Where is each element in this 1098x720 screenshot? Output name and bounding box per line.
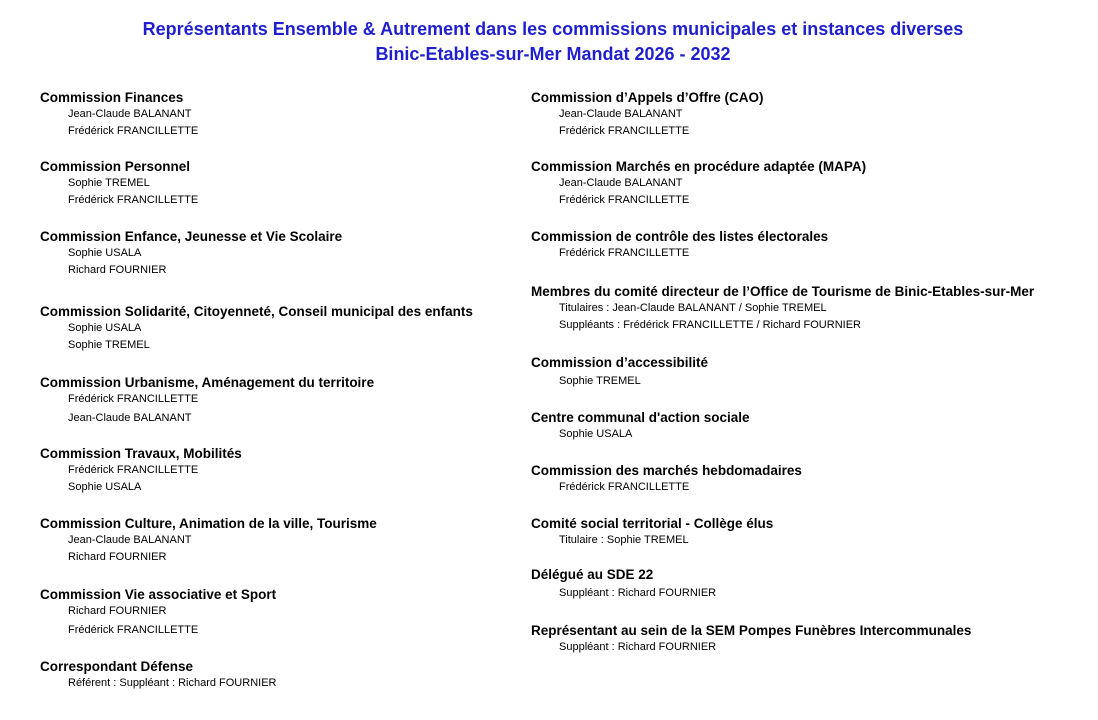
group-title: Comité social territorial - Collège élus: [531, 516, 774, 531]
group-title: Commission de contrôle des listes électorales: [531, 229, 829, 244]
commission-urbanisme: [40, 374, 374, 427]
member: Frédérick FRANCILLETTE: [68, 624, 199, 636]
ccas: [531, 409, 750, 443]
member: Jean-Claude BALANANT: [68, 534, 192, 546]
group-title: Membres du comité directeur de l’Office de Tourisme de Binic-Etables-sur-Mer: [531, 284, 1035, 299]
group-title: Commission Marchés en procédure adaptée (MAPA): [531, 159, 867, 174]
office-tourisme: [531, 283, 1034, 334]
member: Sophie TREMEL: [68, 339, 150, 351]
member: Richard FOURNIER: [68, 551, 167, 563]
member: Frédérick FRANCILLETTE: [559, 481, 690, 493]
commission-accessibilite: [531, 354, 708, 390]
commission-enfance: [40, 228, 342, 279]
sem-pompes-funebres: [531, 622, 971, 656]
group-title: Commission Vie associative et Sport: [40, 587, 277, 602]
member: Frédérick FRANCILLETTE: [68, 393, 199, 405]
group-title: Commission Finances: [40, 90, 184, 105]
member: Richard FOURNIER: [68, 264, 167, 276]
page-title: [0, 17, 1098, 67]
group-title: Commission Urbanisme, Aménagement du territoire: [40, 375, 375, 390]
group-title: Commission Travaux, Mobilités: [40, 446, 242, 461]
correspondant-defense: [40, 658, 276, 692]
member: Frédérick FRANCILLETTE: [559, 194, 690, 206]
member: Sophie USALA: [68, 322, 142, 334]
commission-mapa: [531, 158, 866, 209]
member: Frédérick FRANCILLETTE: [559, 125, 690, 137]
member: Titulaire : Sophie TREMEL: [559, 534, 689, 546]
member: Suppléant : Richard FOURNIER: [559, 641, 717, 653]
commission-culture: [40, 515, 377, 566]
title-line-2: Binic-Etables-sur-Mer Mandat 2026 - 2032: [375, 44, 731, 64]
member: Sophie USALA: [68, 247, 142, 259]
commission-cao: [531, 89, 764, 140]
member: Jean-Claude BALANANT: [559, 108, 683, 120]
group-title: Commission d’accessibilité: [531, 355, 709, 370]
title-line-1: Représentants Ensemble & Autrement dans les commissions municipales et instances diverses: [142, 19, 964, 39]
commission-personnel: [40, 158, 198, 209]
member: Frédérick FRANCILLETTE: [68, 125, 199, 137]
group-title: Commission Personnel: [40, 159, 191, 174]
member: Référent : Suppléant : Richard FOURNIER: [68, 677, 277, 689]
member: Frédérick FRANCILLETTE: [68, 194, 199, 206]
commission-vie-associative: [40, 586, 276, 639]
member: Jean-Claude BALANANT: [68, 108, 192, 120]
member: Sophie TREMEL: [559, 375, 641, 387]
member: Suppléants : Frédérick FRANCILLETTE / Richard FOURNIER: [559, 319, 861, 331]
group-title: Représentant au sein de la SEM Pompes Funèbres Intercommunales: [531, 623, 972, 638]
member: Richard FOURNIER: [68, 605, 167, 617]
group-title: Correspondant Défense: [40, 659, 194, 674]
group-title: Commission d’Appels d’Offre (CAO): [531, 90, 764, 105]
commission-finances: [40, 89, 198, 140]
delegue-sde22: [531, 566, 716, 602]
group-title: Centre communal d'action sociale: [531, 410, 750, 425]
member: Frédérick FRANCILLETTE: [68, 464, 199, 476]
member: Jean-Claude BALANANT: [68, 412, 192, 424]
member: Suppléant : Richard FOURNIER: [559, 587, 717, 599]
comite-social-territorial: [531, 515, 773, 549]
member: Frédérick FRANCILLETTE: [559, 247, 690, 259]
group-title: Délégué au SDE 22: [531, 567, 654, 582]
group-title: Commission Culture, Animation de la ville, Tourisme: [40, 516, 377, 531]
commission-marches-hebdomadaires: [531, 462, 802, 496]
commission-solidarite: [40, 303, 473, 354]
group-title: Commission Solidarité, Citoyenneté, Conseil municipal des enfants: [40, 304, 473, 319]
group-title: Commission des marchés hebdomadaires: [531, 463, 802, 478]
member: Sophie USALA: [68, 481, 142, 493]
commission-listes-electorales: [531, 228, 828, 262]
commission-travaux: [40, 445, 242, 496]
group-title: Commission Enfance, Jeunesse et Vie Scolaire: [40, 229, 343, 244]
member: Jean-Claude BALANANT: [559, 177, 683, 189]
member: Sophie TREMEL: [68, 177, 150, 189]
member: Sophie USALA: [559, 428, 633, 440]
member: Titulaires : Jean-Claude BALANANT / Sophie TREMEL: [559, 302, 827, 314]
